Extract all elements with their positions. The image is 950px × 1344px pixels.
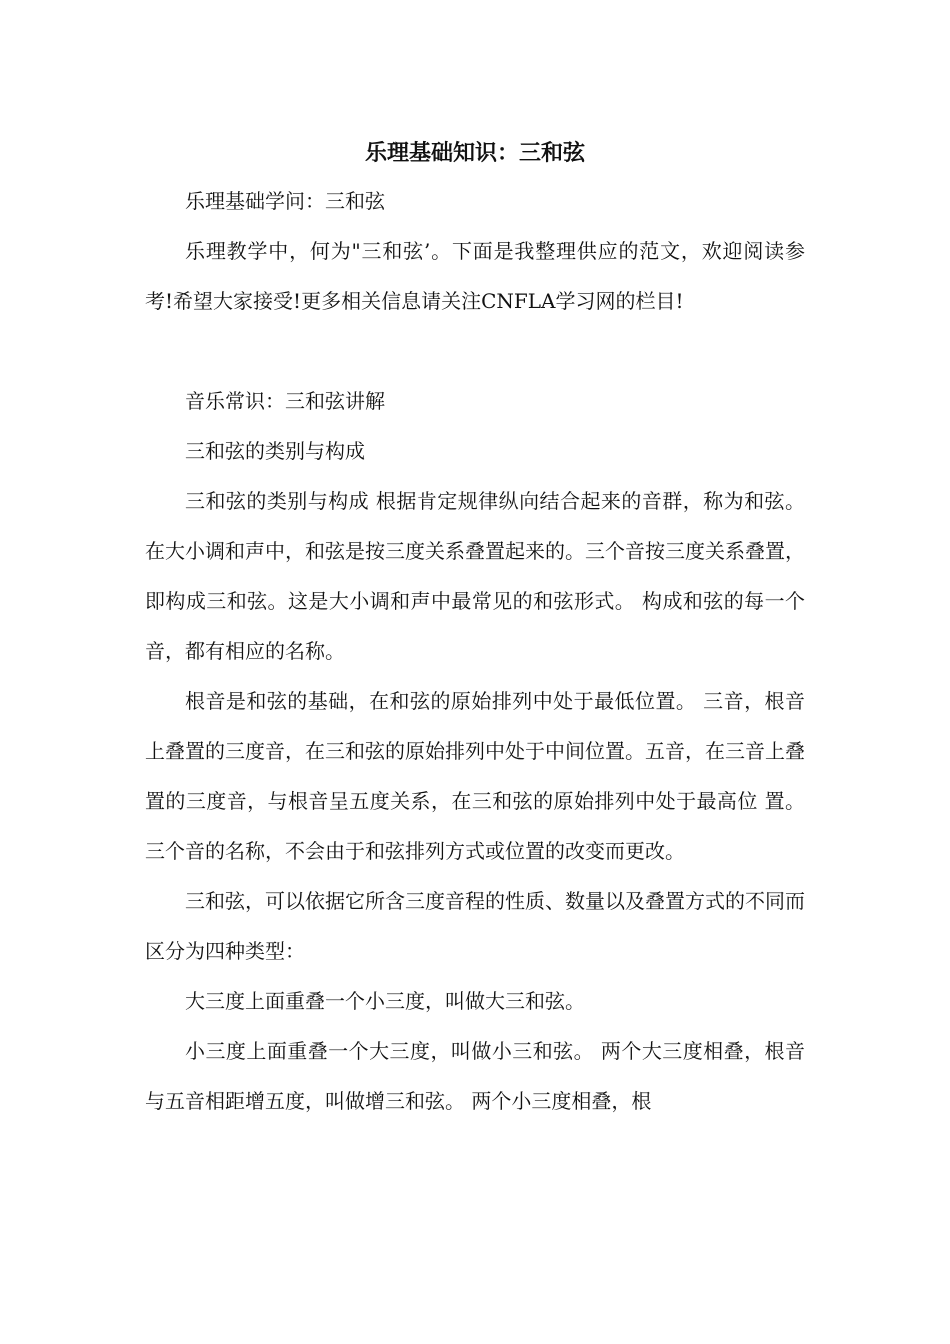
paragraph-subheading: 三和弦的类别与构成 [185,439,365,463]
paragraph-subtitle: 乐理基础学问：三和弦 [185,189,385,213]
paragraph-section-heading: 音乐常识：三和弦讲解 [185,389,385,413]
paragraph-chord-tones: 根音是和弦的基础，在和弦的原始排列中处于最低位置。 三音，根音上叠置的三度音，在三和弦的原始排列中处于中间位置。五音，在三音上叠置的三度音，与根音呈五度关系，在三和弦的原始排列中处于最高位 置。 三个音的名称，不会由于和弦排列方式或位置的改变而更改。 [145,689,805,863]
paragraph-definition: 三和弦的类别与构成 根据肯定规律纵向结合起来的音群，称为和弦。在大小调和声中，和弦是按三度关系叠置起来的。三个音按三度关系叠置，即构成三和弦。这是大小调和声中最常见的和弦形式。 构成和弦的每一个音，都有相应的名称。 [145,489,805,663]
blank-line [145,326,805,376]
paragraph-major-triad: 大三度上面重叠一个小三度，叫做大三和弦。 [185,989,585,1013]
paragraph-types-intro: 三和弦，可以依据它所含三度音程的性质、数量以及叠置方式的不同而区分为四种类型： [145,889,805,963]
paragraph-intro: 乐理教学中，何为"三和弦’。下面是我整理供应的范文，欢迎阅读参考!希望大家接受!更多相关信息请关注CNFLA学习网的栏目! [145,239,805,313]
document-page [145,130,805,1126]
paragraph-minor-triad: 小三度上面重叠一个大三度，叫做小三和弦。 两个大三度相叠，根音与五音相距增五度，叫做增三和弦。 两个小三度相叠，根 [145,1039,805,1113]
document-title: 乐理基础知识：三和弦 [364,140,585,166]
